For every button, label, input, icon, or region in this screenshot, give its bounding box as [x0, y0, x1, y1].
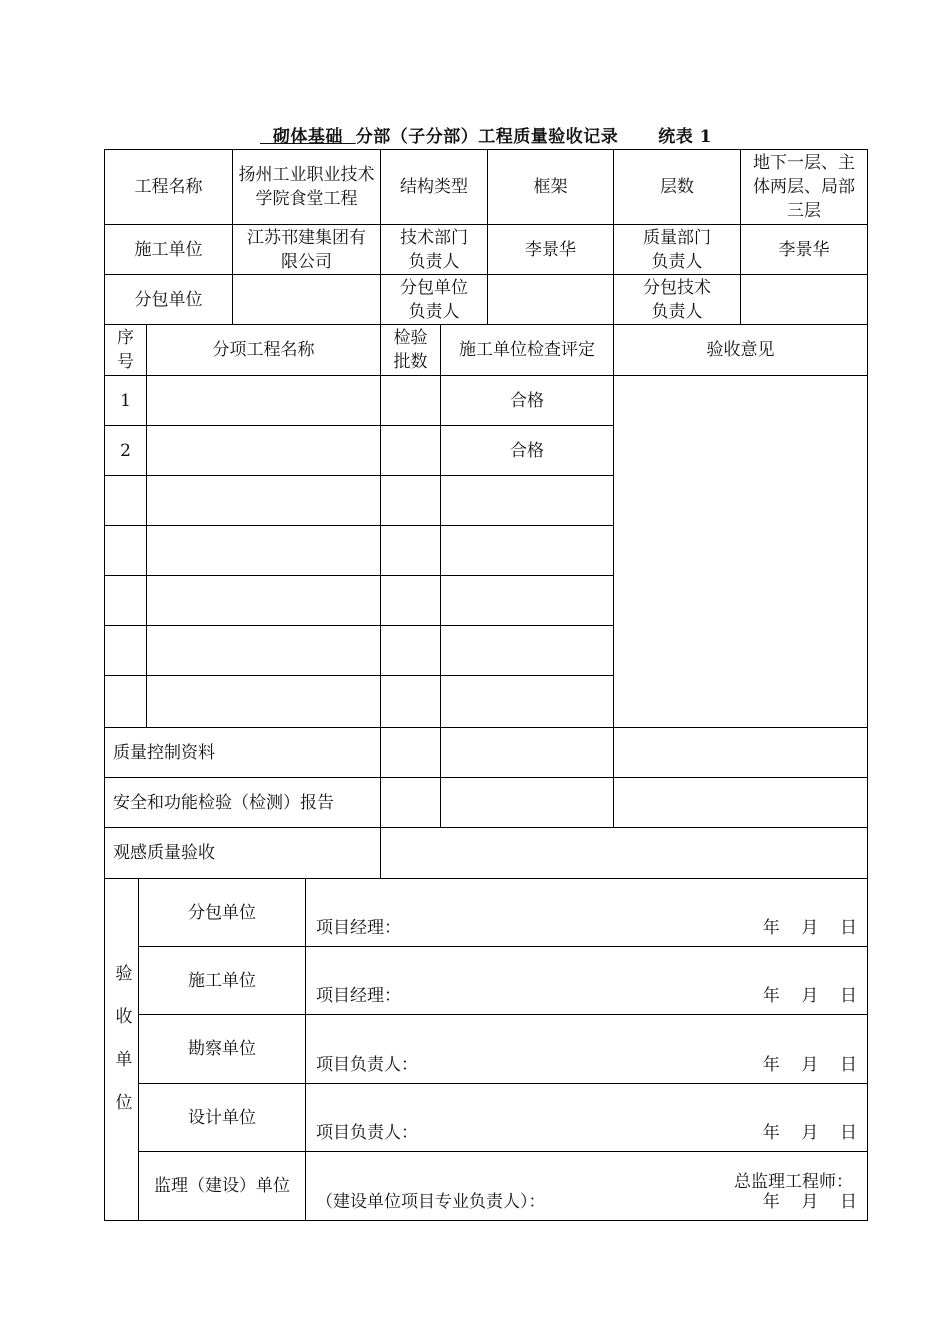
appearance-value [380, 827, 868, 879]
col-self-check-header: 施工单位检查评定 [440, 324, 614, 376]
title-text: 分部（子分部）工程质量验收记录 [355, 127, 619, 147]
row-item-name [146, 675, 381, 728]
tech-head-value: 李景华 [487, 224, 614, 275]
design-unit-label: 设计单位 [138, 1083, 306, 1152]
row-seq [104, 475, 147, 526]
contractor-label: 施工单位 [104, 224, 233, 275]
survey-unit-person: 项目负责人： [316, 1055, 418, 1075]
supervision-unit-person: （建设单位项目专业负责人）： [316, 1192, 546, 1212]
project-name-label: 工程名称 [104, 149, 233, 225]
floors-label: 层数 [613, 149, 741, 225]
structure-label: 结构类型 [380, 149, 488, 225]
row-item-name [146, 475, 381, 526]
row-self-check [440, 575, 614, 626]
col-seq-header: 序号 [104, 324, 147, 376]
quality-head-value: 李景华 [740, 224, 868, 275]
tech-head-label: 技术部门负责人 [380, 224, 488, 275]
survey-unit-signature [305, 1014, 868, 1084]
floors-value: 地下一层、主体两层、局部三层 [740, 149, 868, 225]
row-self-check: 合格 [440, 425, 614, 476]
contractor-unit-date: 年 月 日 [762, 986, 857, 1006]
subcontractor-label: 分包单位 [104, 274, 233, 325]
design-unit-date: 年 月 日 [762, 1123, 857, 1143]
contractor-unit-person: 项目经理： [316, 986, 401, 1006]
col-batches-header: 检验批数 [380, 324, 441, 376]
row-batches [380, 475, 441, 526]
appearance-label: 观感质量验收 [104, 827, 381, 879]
contractor-unit-label: 施工单位 [138, 946, 306, 1015]
quality-docs-batches [380, 727, 441, 778]
supervision-unit-signature [305, 1151, 868, 1221]
opinion-cell [613, 375, 868, 728]
safety-report-check [440, 777, 614, 828]
contractor-value: 江苏邗建集团有限公司 [232, 224, 381, 275]
row-item-name [146, 625, 381, 676]
col-opinion-header: 验收意见 [613, 324, 868, 376]
design-unit-person: 项目负责人： [316, 1123, 418, 1143]
sub-tech-label: 分包技术负责人 [613, 274, 741, 325]
survey-unit-date: 年 月 日 [762, 1055, 857, 1075]
row-seq [104, 675, 147, 728]
survey-unit-label: 勘察单位 [138, 1014, 306, 1084]
form-title [104, 122, 868, 147]
quality-docs-opinion [613, 727, 868, 778]
sub-unit-person: 项目经理： [316, 918, 401, 938]
row-batches [380, 425, 441, 476]
design-unit-signature [305, 1083, 868, 1152]
chief-engineer-label: 总监理工程师： [734, 1172, 853, 1192]
sub-unit-signature [305, 878, 868, 947]
project-name-value: 扬州工业职业技术学院食堂工程 [232, 149, 381, 225]
row-item-name [146, 575, 381, 626]
quality-docs-check [440, 727, 614, 778]
sub-unit-label: 分包单位 [138, 878, 306, 947]
row-seq [104, 525, 147, 576]
sub-head-label: 分包单位负责人 [380, 274, 488, 325]
quality-head-label: 质量部门负责人 [613, 224, 741, 275]
quality-docs-label: 质量控制资料 [104, 727, 381, 778]
safety-report-batches [380, 777, 441, 828]
acceptance-group-text: 验收单位 [111, 963, 132, 1136]
row-self-check [440, 675, 614, 728]
row-seq [104, 625, 147, 676]
supervision-unit-date: 年 月 日 [762, 1192, 857, 1212]
sub-tech-value [740, 274, 868, 325]
supervision-unit-label: 监理（建设）单位 [138, 1151, 306, 1221]
contractor-unit-signature [305, 946, 868, 1015]
row-batches [380, 575, 441, 626]
row-batches [380, 675, 441, 728]
row-batches [380, 375, 441, 426]
row-self-check [440, 475, 614, 526]
col-item-name-header: 分项工程名称 [146, 324, 381, 376]
row-self-check [440, 625, 614, 676]
row-seq: 1 [104, 375, 147, 426]
sub-unit-date: 年 月 日 [762, 918, 857, 938]
row-self-check: 合格 [440, 375, 614, 426]
form-number: 统表 1 [658, 127, 712, 147]
division-name: 砌体基础 [260, 127, 356, 147]
acceptance-record-table [104, 149, 868, 1221]
row-self-check [440, 525, 614, 576]
safety-report-label: 安全和功能检验（检测）报告 [104, 777, 381, 828]
row-seq: 2 [104, 425, 147, 476]
row-batches [380, 525, 441, 576]
safety-report-opinion [613, 777, 868, 828]
sub-head-value [487, 274, 614, 325]
acceptance-group-label [104, 878, 139, 1221]
subcontractor-value [232, 274, 381, 325]
row-item-name [146, 425, 381, 476]
row-seq [104, 575, 147, 626]
row-item-name [146, 525, 381, 576]
row-batches [380, 625, 441, 676]
structure-value: 框架 [487, 149, 614, 225]
row-item-name [146, 375, 381, 426]
